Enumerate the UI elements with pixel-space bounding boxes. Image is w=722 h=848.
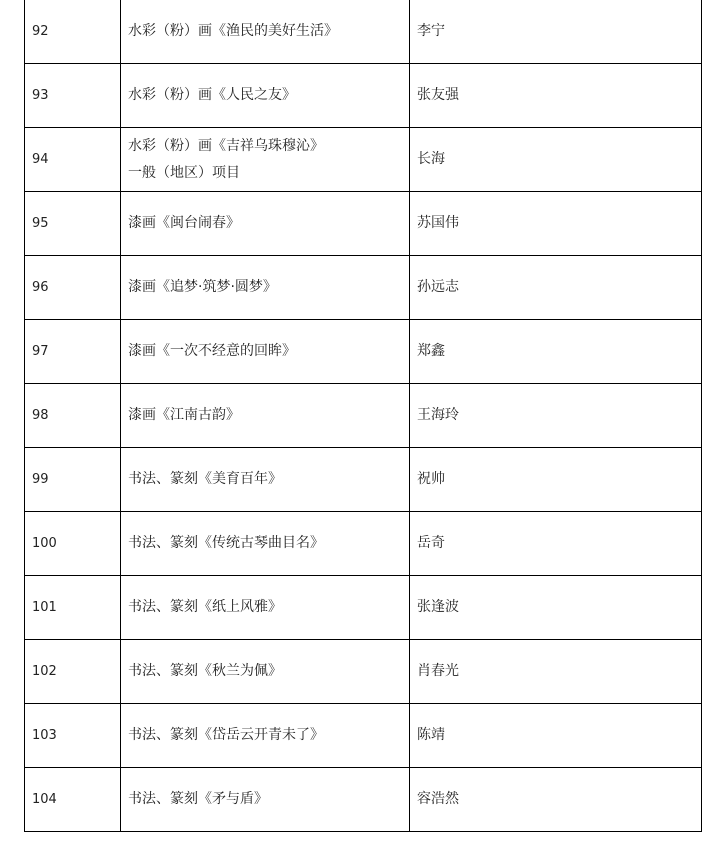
table-row bbox=[25, 0, 702, 64]
artist-name: 王海玲 bbox=[410, 384, 702, 448]
row-number: 97 bbox=[25, 320, 121, 384]
artwork-title: 水彩（粉）画《吉祥乌珠穆沁》 bbox=[128, 137, 324, 154]
artwork-title-cell bbox=[121, 128, 410, 192]
row-number: 93 bbox=[25, 64, 121, 128]
table-row bbox=[25, 128, 702, 192]
row-number: 103 bbox=[25, 704, 121, 768]
artwork-title: 书法、篆刻《纸上风雅》 bbox=[121, 576, 410, 640]
artist-name: 郑鑫 bbox=[410, 320, 702, 384]
table-row bbox=[25, 704, 702, 768]
table-row bbox=[25, 384, 702, 448]
table-row bbox=[25, 640, 702, 704]
artwork-title: 水彩（粉）画《人民之友》 bbox=[121, 64, 410, 128]
table-row bbox=[25, 448, 702, 512]
row-number: 94 bbox=[25, 128, 121, 192]
artwork-table-body bbox=[25, 0, 702, 832]
artwork-title: 书法、篆刻《矛与盾》 bbox=[121, 768, 410, 832]
artist-name: 苏国伟 bbox=[410, 192, 702, 256]
table-row bbox=[25, 320, 702, 384]
artist-name: 祝帅 bbox=[410, 448, 702, 512]
artwork-title: 水彩（粉）画《渔民的美好生活》 bbox=[121, 0, 410, 64]
table-row bbox=[25, 768, 702, 832]
row-number: 95 bbox=[25, 192, 121, 256]
artist-name: 陈靖 bbox=[410, 704, 702, 768]
row-number: 101 bbox=[25, 576, 121, 640]
artwork-title: 漆画《闽台闹春》 bbox=[121, 192, 410, 256]
artwork-title: 书法、篆刻《秋兰为佩》 bbox=[121, 640, 410, 704]
artwork-category-note: 一般（地区）项目 bbox=[128, 164, 240, 181]
table-row bbox=[25, 192, 702, 256]
artwork-title: 漆画《一次不经意的回眸》 bbox=[121, 320, 410, 384]
row-number: 98 bbox=[25, 384, 121, 448]
artwork-title: 漆画《江南古韵》 bbox=[121, 384, 410, 448]
artist-name: 张逢波 bbox=[410, 576, 702, 640]
row-number: 99 bbox=[25, 448, 121, 512]
artist-name: 李宁 bbox=[410, 0, 702, 64]
artist-name: 张友强 bbox=[410, 64, 702, 128]
artwork-table-container bbox=[24, 0, 700, 832]
row-number: 96 bbox=[25, 256, 121, 320]
table-row bbox=[25, 256, 702, 320]
table-row bbox=[25, 512, 702, 576]
artwork-table bbox=[24, 0, 702, 832]
artist-name: 肖春光 bbox=[410, 640, 702, 704]
artist-name: 长海 bbox=[410, 128, 702, 192]
artwork-title: 漆画《追梦·筑梦·圆梦》 bbox=[121, 256, 410, 320]
artist-name: 容浩然 bbox=[410, 768, 702, 832]
row-number: 104 bbox=[25, 768, 121, 832]
artist-name: 孙远志 bbox=[410, 256, 702, 320]
table-row bbox=[25, 64, 702, 128]
row-number: 92 bbox=[25, 0, 121, 64]
artwork-title: 书法、篆刻《传统古琴曲目名》 bbox=[121, 512, 410, 576]
row-number: 102 bbox=[25, 640, 121, 704]
row-number: 100 bbox=[25, 512, 121, 576]
artist-name: 岳奇 bbox=[410, 512, 702, 576]
artwork-title: 书法、篆刻《美育百年》 bbox=[121, 448, 410, 512]
table-row bbox=[25, 576, 702, 640]
artwork-title: 书法、篆刻《岱岳云开青未了》 bbox=[121, 704, 410, 768]
